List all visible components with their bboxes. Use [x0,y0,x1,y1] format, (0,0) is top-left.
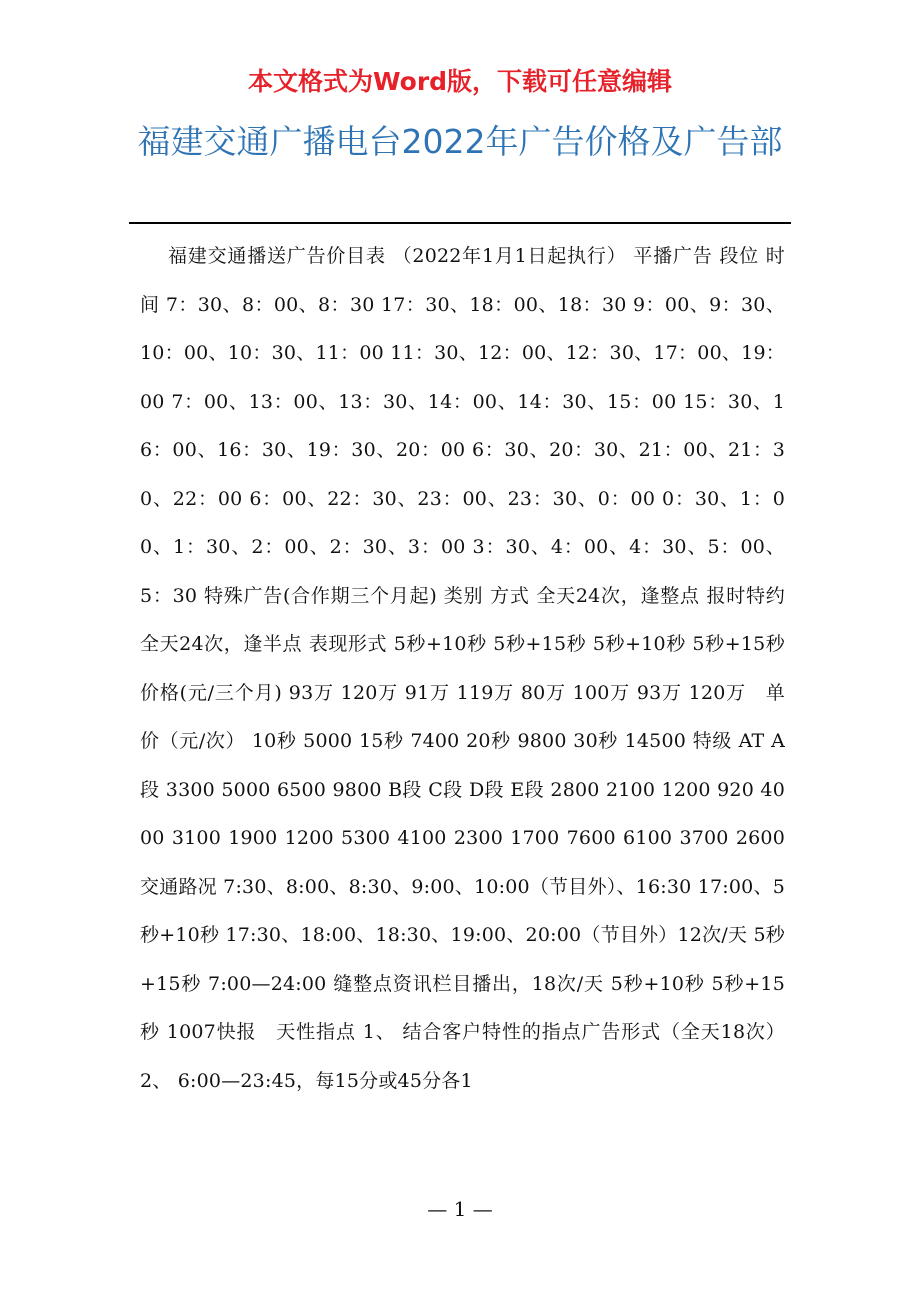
document-title: 福建交通广播电台2022年广告价格及广告部 [137,122,783,161]
title-divider [129,222,791,224]
download-notice: 本文格式为Word版，下载可任意编辑 [247,67,673,96]
document-body: 福建交通播送广告价目表 （2022年1月1日起执行） 平播广告 段位 时 间 7：30、8：00、8：30 17：30、18：00、18：30 9：00、9：30、10：00、10：30、11：00 11：30、12：00、12：30、17：00、19：00 7：00、13：00、13：30、14：00、14：30、15：00 15：30、16：00、16：30、19：30、20：00 6：30、20：30、21：00、21：30、22：00 6：00、22：30、23：00、23：30、0：00 0：30、1：00、1：30、2：00、2：30、3：00 3：30、4：00、4：30、5：00、5：30 特殊广告(合作期三个月起) 类别 方式 全天24次，逢整点 报时特约 全天24次，逢半点 表现形式 5秒+10秒 5秒+15秒 5秒+10秒 5秒+15秒 价格(元/三个月) 93万 120万 91万 119万 80万 100万 93万 120万 单 价（元/次） 10秒 5000 15秒 7400 20秒 9800 30秒 14500 特级 AT A段 3300 5000 6500 9800 B段 C段 D段 E段 2800 2100 1200 920 4000 3100 1900 1200 5300 4100 2300 1700 7600 6100 3700 2600 交通路况 7:30、8:00、8:30、9:00、10:00（节目外）、16:30 17:00、5秒+10秒 17:30、18:00、18:30、19:00、20:00（节目外）12次/天 5秒+15秒 7:00—24:00 缝整点资讯栏目播出，18次/天 5秒+10秒 5秒+15秒 1007快报 天性指点 1、 结合客户特性的指点广告形式（全天18次） 2、 6:00—23:45，每15分或45分各1 [140,245,805,1092]
page-number: — 1 — [427,1197,493,1221]
